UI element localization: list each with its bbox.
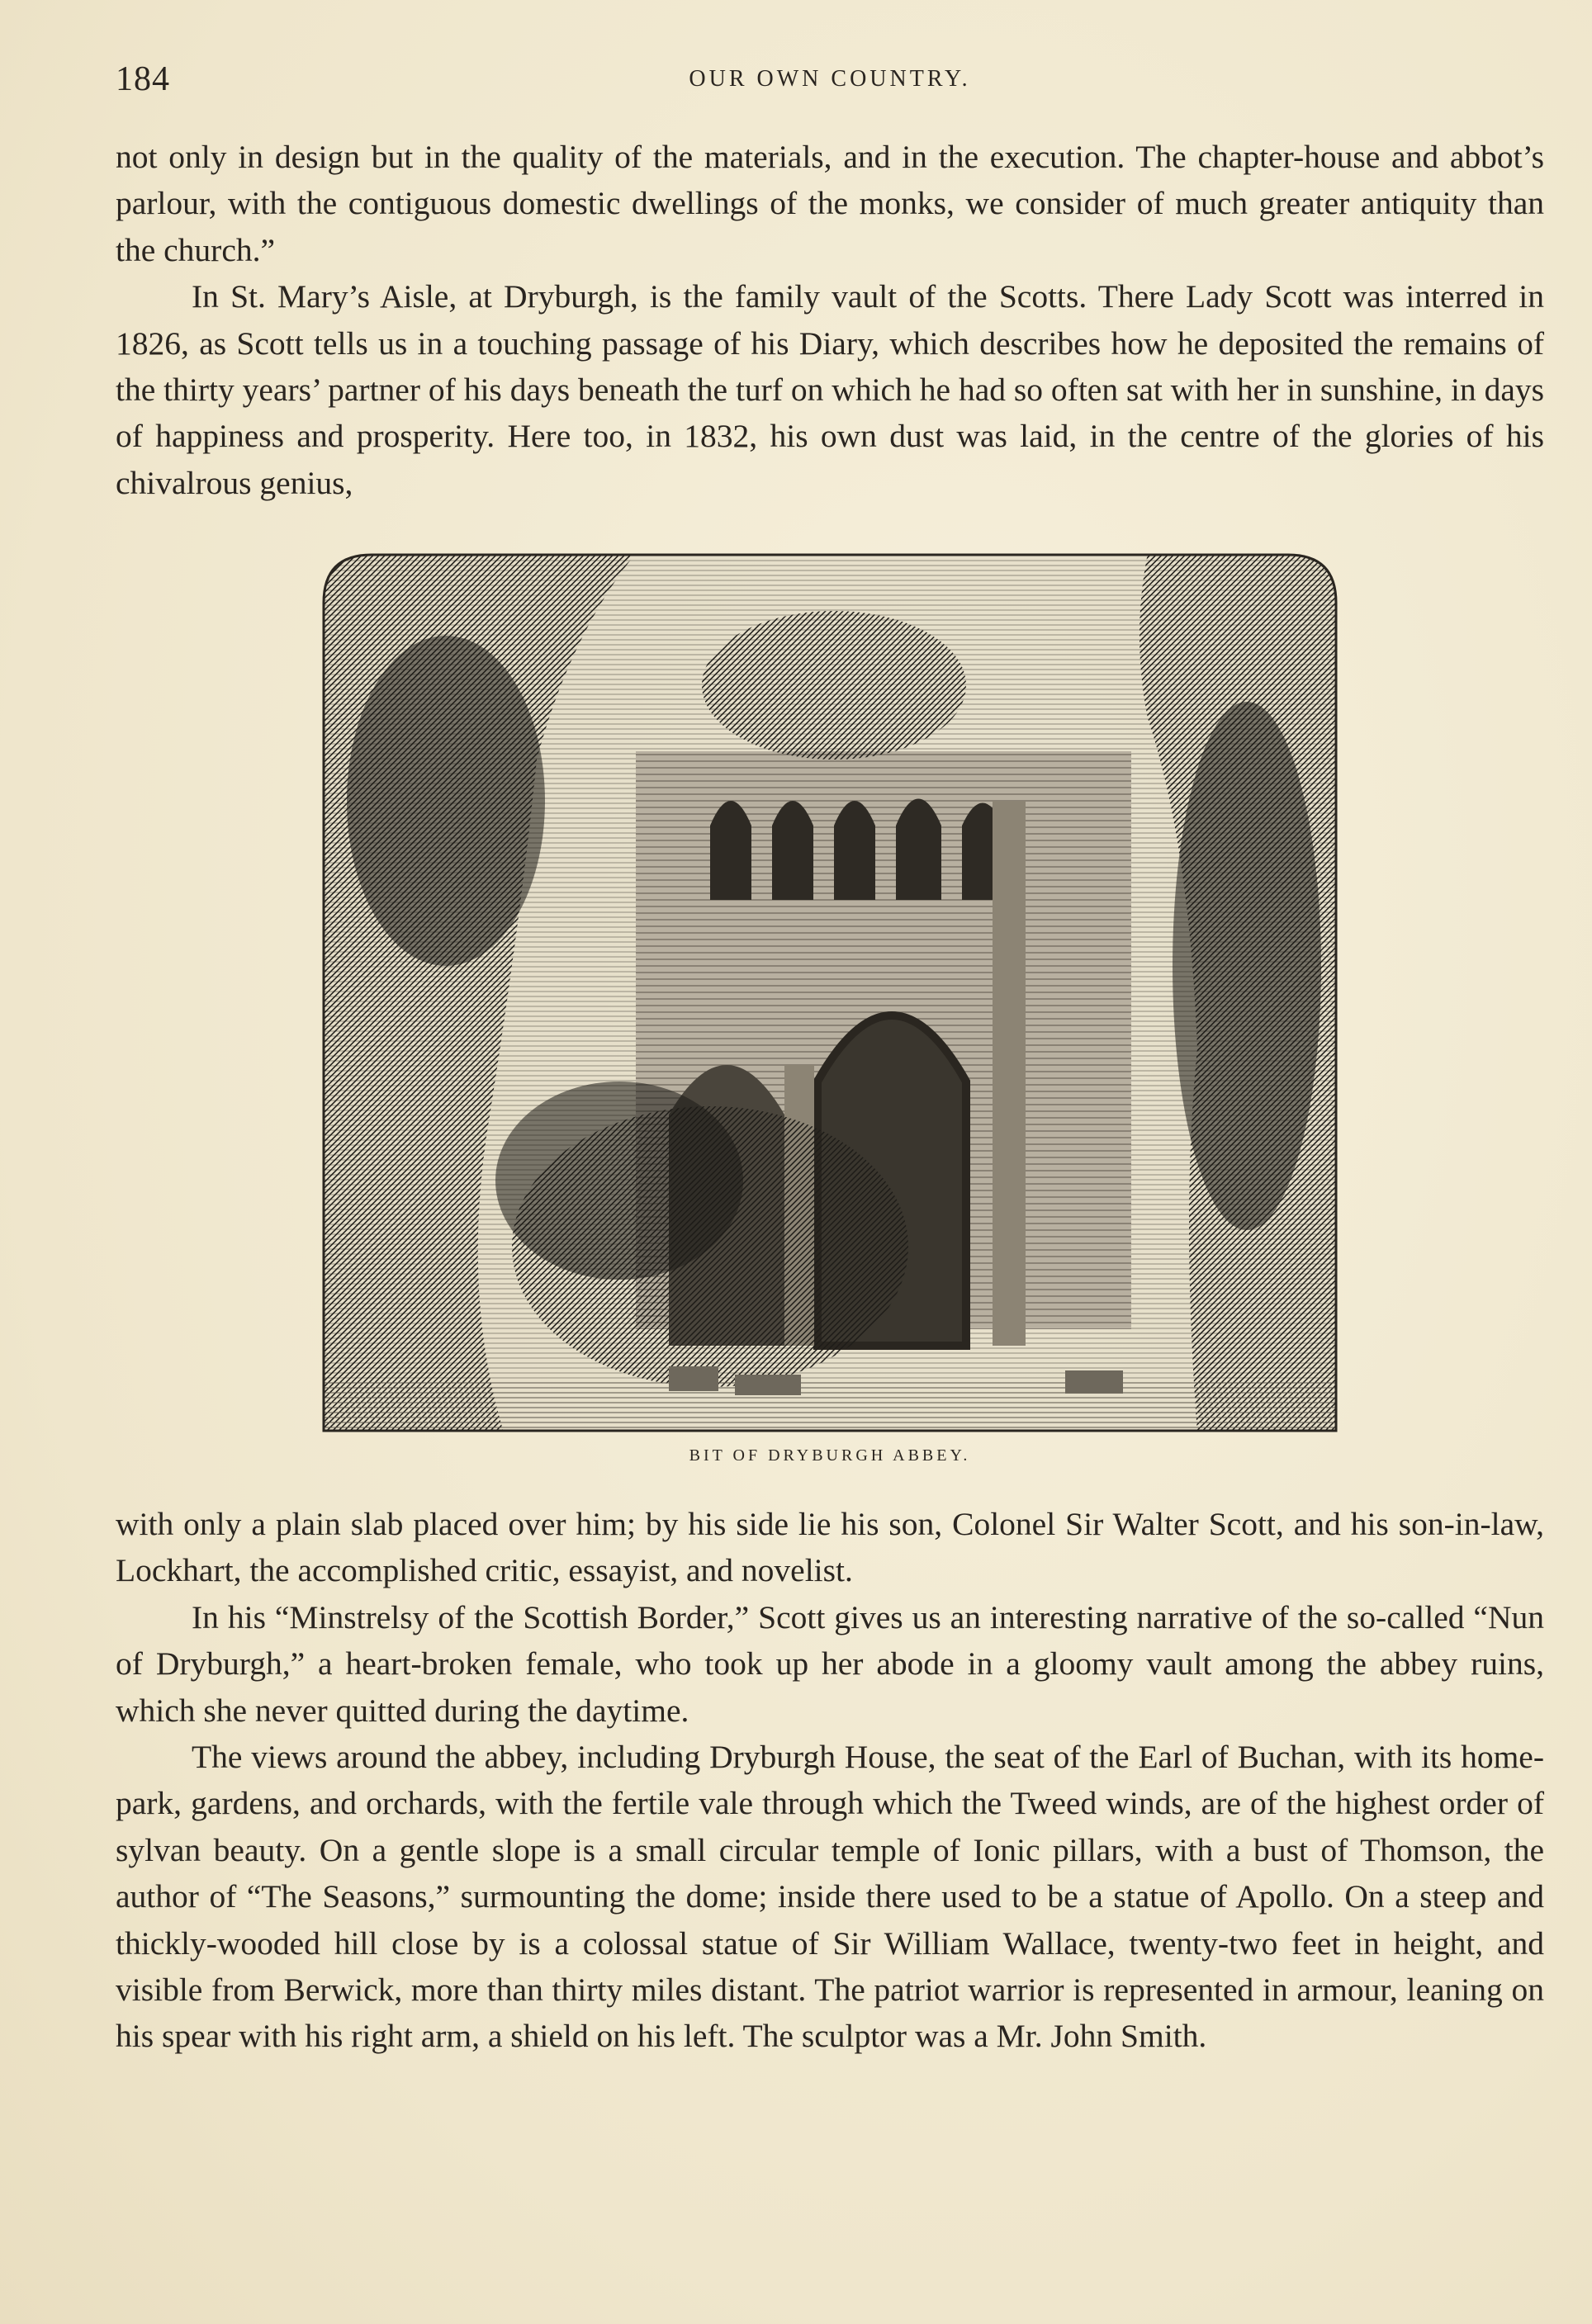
bottom-text-block xyxy=(116,1501,1544,2060)
top-text-block xyxy=(116,134,1544,506)
running-head: OUR OWN COUNTRY. xyxy=(689,66,971,92)
paragraph-plain-slab: with only a plain slab placed over him; by his side lie his son, Colonel Sir Walter Scott, and his son-in-law, Lockhart, the accomplished critic, essayist, and novelist. xyxy=(116,1506,1544,1589)
paragraph-views: The views around the abbey, including Dryburgh House, the seat of the Earl of Buchan, with its home-park, gardens, and orchards, with the fertile vale through which the Tweed winds, are of the highest order of sylvan beauty. On a gentle slope is a small circular temple of Ionic pillars, with a bust of Thomson, the author of “The Seasons,” surmounting the dome; inside there used to be a statue of Apollo. On a steep and thickly-wooded hill close by is a colossal statue of Sir William Wallace, twenty-two feet in height, and visible from Berwick, more than thirty miles distant. The patriot warrior is represented in armour, leaning on his spear with his right arm, a shield on his left. The sculptor was a Mr. John Smith. xyxy=(116,1739,1544,2055)
page-header xyxy=(116,59,1544,109)
paragraph-continuation: not only in design but in the quality of the materials, and in the execution. The chapter-house and abbot’s parlour, with the contiguous domestic dwellings of the monks, we consider of much greater antiquity than the church.” xyxy=(116,139,1544,268)
paragraph-minstrelsy: In his “Minstrelsy of the Scottish Border,” Scott gives us an interesting narrative of the so-called “Nun of Dryburgh,” a heart-broken female, who took up her abode in a gloomy vault among the abbey ruins, which she never quitted during the daytime. xyxy=(116,1598,1544,1729)
abbey-illustration xyxy=(322,553,1338,1432)
paragraph-st-marys-aisle: In St. Mary’s Aisle, at Dryburgh, is the family vault of the Scotts. There Lady Scott was interred in 1826, as Scott tells us in a touching passage of his Diary, which describes how he deposited the remains of the thirty years’ partner of his days beneath the turf on which he had so often sat with her in sunshine, in days of happiness and prosperity. Here too, in 1832, his own dust was laid, in the centre of the glories of his chivalrous genius, xyxy=(116,278,1544,501)
figure-caption: BIT OF DRYBURGH ABBEY. xyxy=(689,1446,971,1465)
page-number: 184 xyxy=(116,60,170,98)
